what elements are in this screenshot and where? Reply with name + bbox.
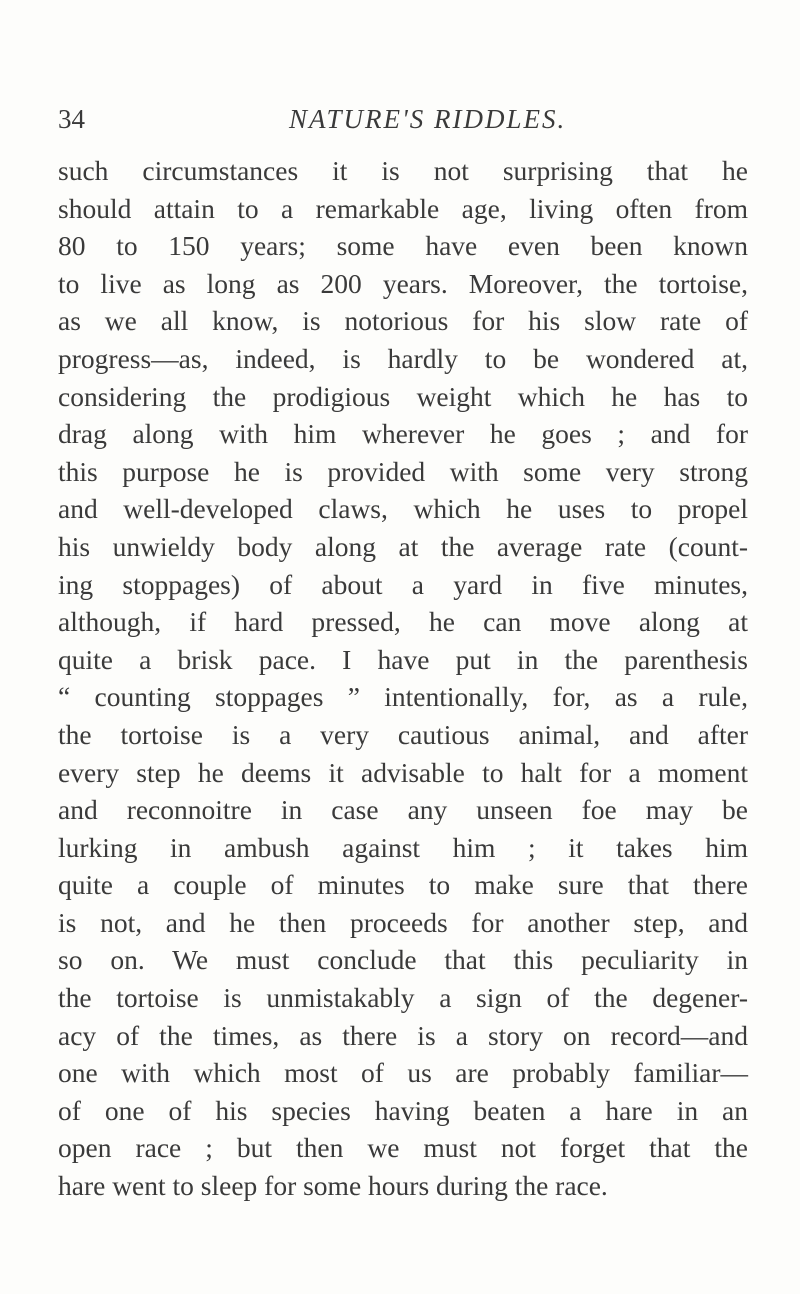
- text-line: so on. We must conclude that this peculiarity in: [58, 944, 748, 976]
- text-line: drag along with him wherever he goes ; and for: [58, 418, 748, 450]
- text-line: lurking in ambush against him ; it takes him: [58, 831, 748, 863]
- text-line: should attain to a remarkable age, living often from: [58, 192, 748, 224]
- text-line: open race ; but then we must not forget that the: [58, 1132, 748, 1164]
- text-line: “ counting stoppages ” intentionally, for, as a rule,: [58, 681, 748, 713]
- text-line: of one of his species having beaten a hare in an: [58, 1094, 748, 1126]
- running-head: [58, 100, 748, 140]
- text-line: progress—as, indeed, is hardly to be wondered at,: [58, 342, 748, 374]
- text-line: and reconnoitre in case any unseen foe may be: [58, 794, 748, 826]
- text-line: ing stoppages) of about a yard in five minutes,: [58, 568, 748, 600]
- text-line: and well-developed claws, which he uses to propel: [58, 493, 748, 525]
- text-line: acy of the times, as there is a story on record—and: [58, 1019, 748, 1051]
- text-line: as we all know, is notorious for his slow rate of: [58, 305, 748, 337]
- text-line: every step he deems it advisable to halt for a moment: [58, 756, 748, 788]
- body-text: [58, 152, 748, 1205]
- text-line: one with which most of us are probably familiar—: [58, 1057, 748, 1089]
- running-title: NATURE'S RIDDLES.: [289, 104, 567, 134]
- text-line: the tortoise is unmistakably a sign of the degener-: [58, 982, 748, 1014]
- text-line: to live as long as 200 years. Moreover, the tortoise,: [58, 267, 748, 299]
- text-line: although, if hard pressed, he can move along at: [58, 606, 748, 638]
- text-line: his unwieldy body along at the average rate (count-: [58, 530, 748, 562]
- text-line: this purpose he is provided with some very strong: [58, 455, 748, 487]
- text-line: is not, and he then proceeds for another step, and: [58, 906, 748, 938]
- text-line: quite a brisk pace. I have put in the parenthesis: [58, 643, 748, 675]
- text-line: the tortoise is a very cautious animal, and after: [58, 718, 748, 750]
- text-line: quite a couple of minutes to make sure that there: [58, 869, 748, 901]
- text-line: such circumstances it is not surprising that he: [58, 155, 748, 186]
- text-line: considering the prodigious weight which he has to: [58, 380, 748, 412]
- text-line: hare went to sleep for some hours during the race.: [58, 1170, 608, 1202]
- text-line: 80 to 150 years; some have even been known: [58, 230, 748, 262]
- page-number: 34: [58, 104, 85, 134]
